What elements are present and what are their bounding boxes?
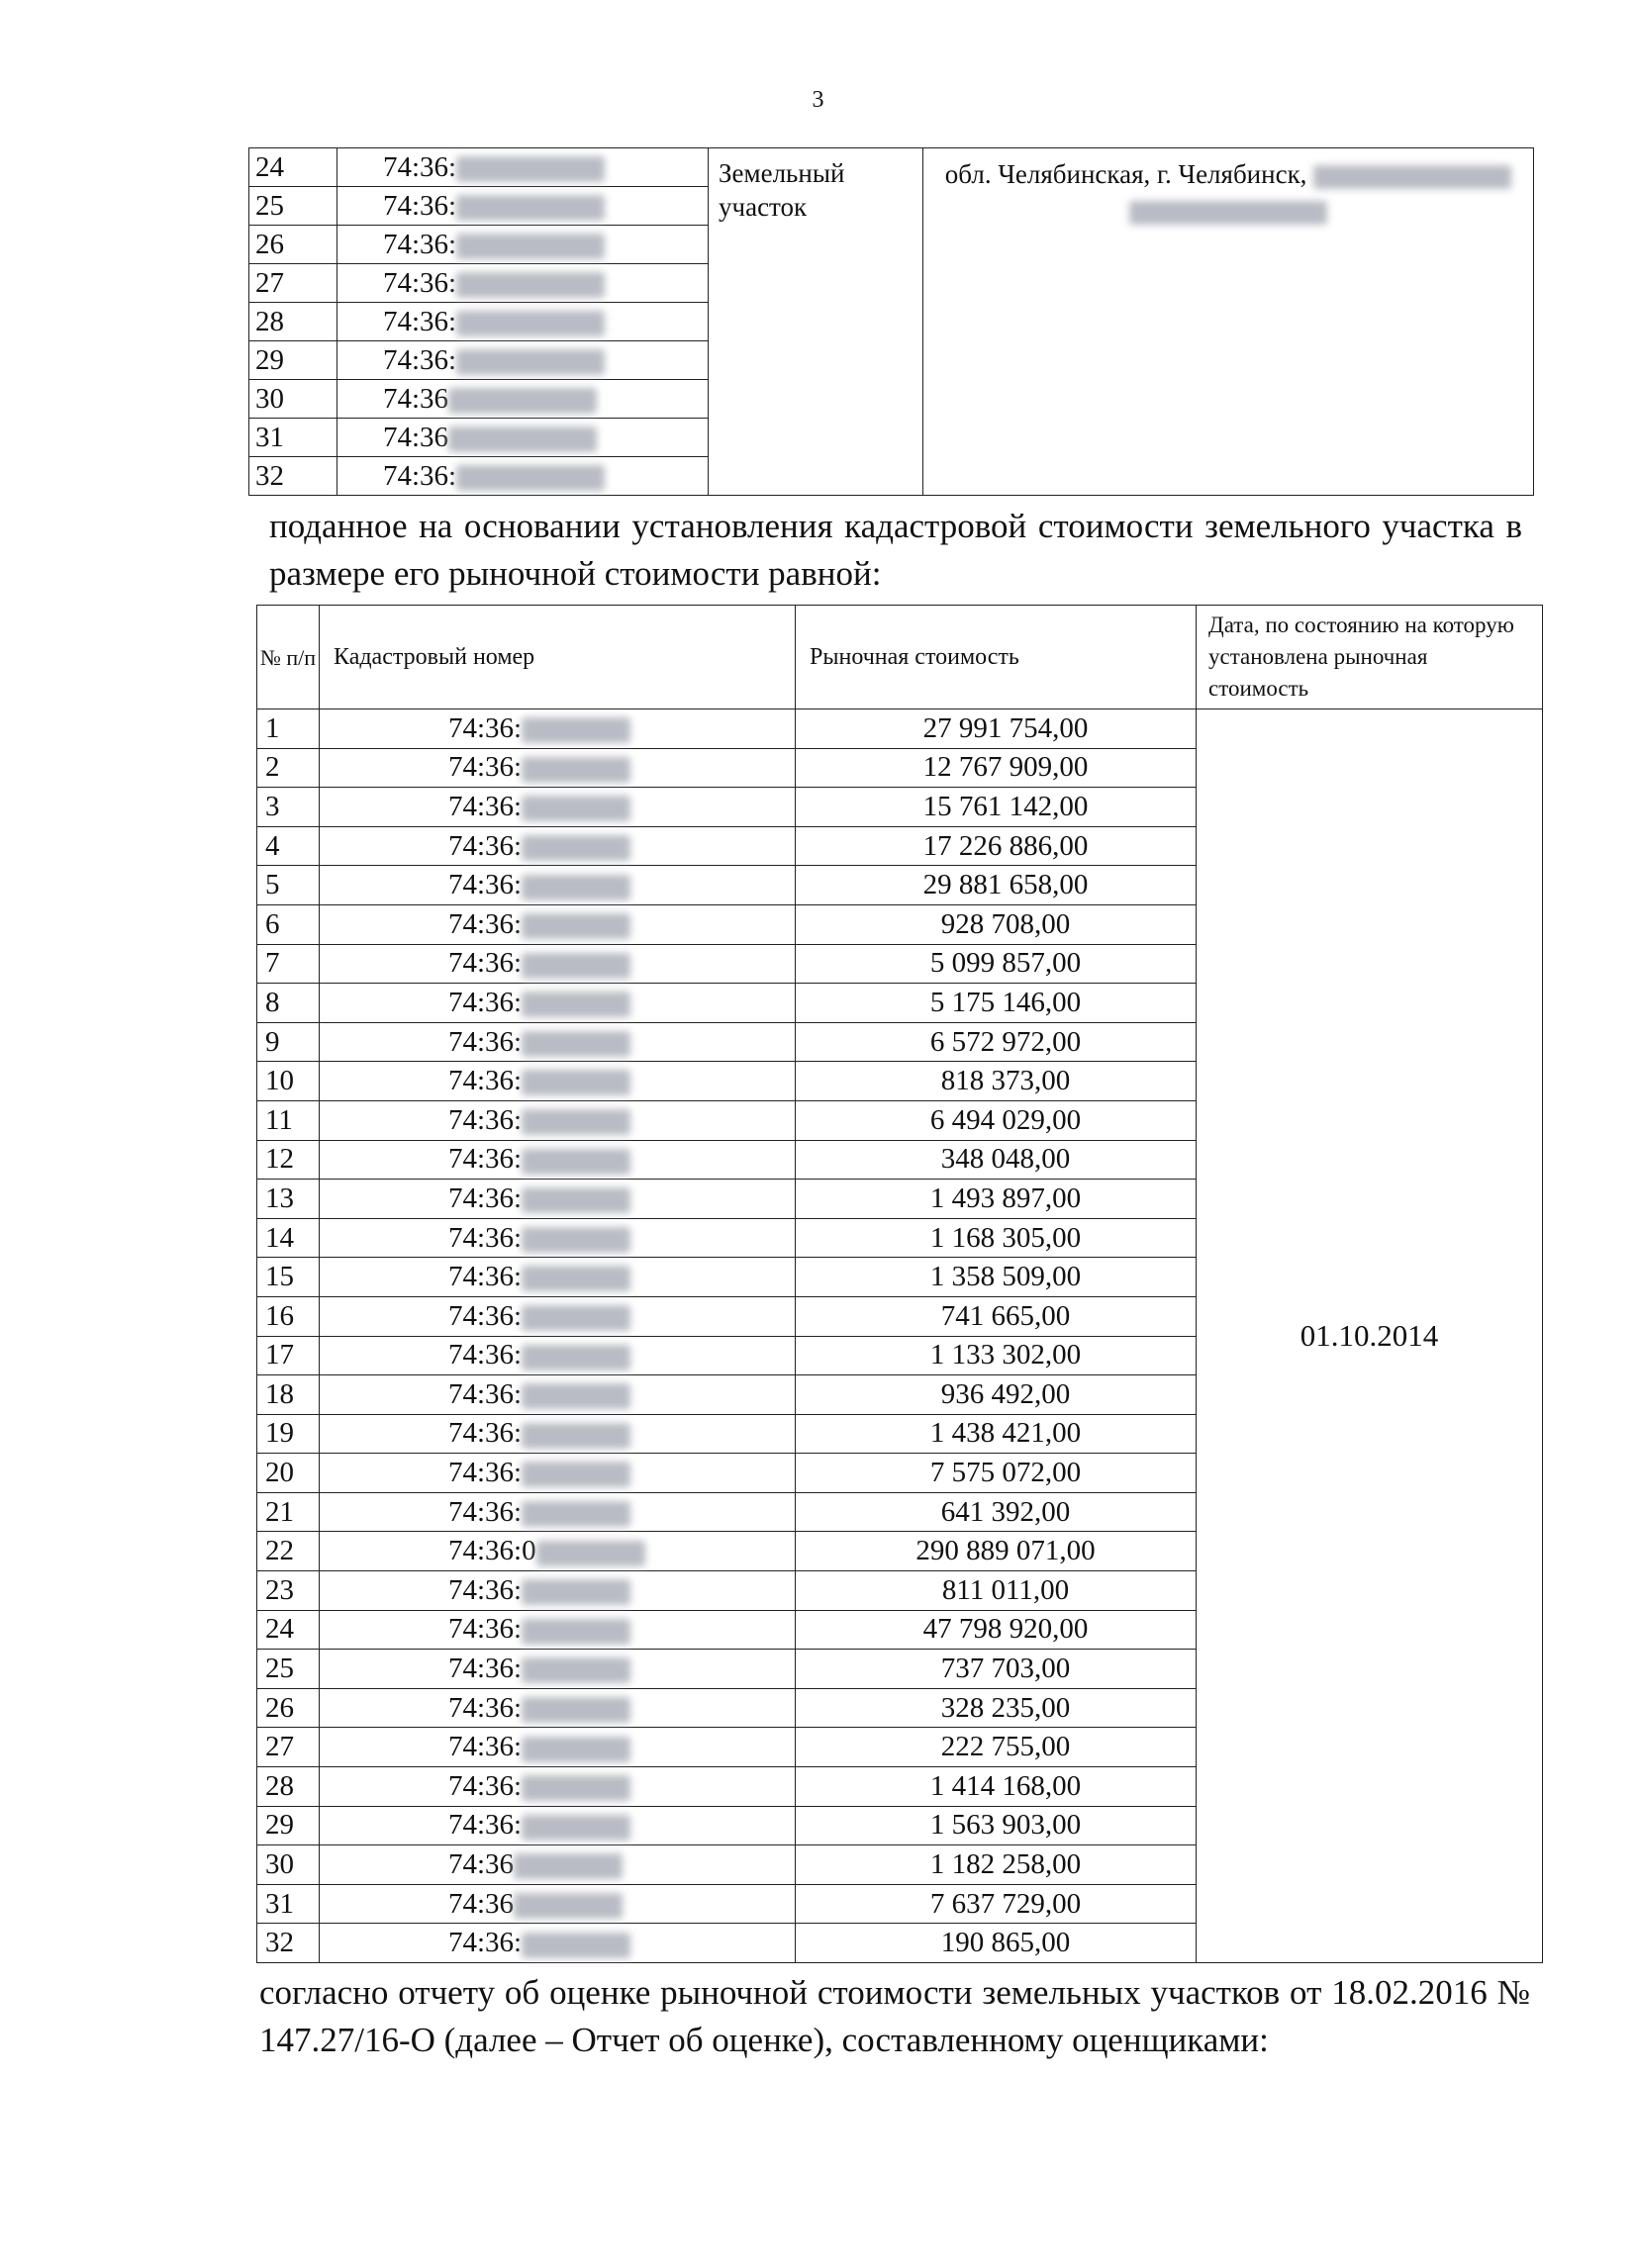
cadastral-prefix: 74:36: [448,1103,523,1136]
market-value: 5 175 146,00 [796,984,1197,1023]
table-row [249,148,1534,187]
cadastral-number [320,984,796,1023]
row-number: 11 [257,1100,320,1140]
market-value: 47 798 920,00 [796,1610,1197,1650]
cadastral-prefix: 74:36: [383,266,457,299]
redacted-text [456,311,605,336]
cadastral-number [320,1767,796,1807]
redacted-text [522,1345,630,1370]
redacted-text [522,913,630,939]
cadastral-prefix: 74:36: [448,1809,523,1842]
redacted-text [522,1383,630,1409]
cadastral-prefix: 74:36 [383,421,449,453]
row-number: 30 [257,1845,320,1885]
cadastral-prefix: 74:36: [448,1377,523,1410]
cadastral-number [337,380,709,419]
row-number: 22 [257,1532,320,1571]
market-value: 936 492,00 [796,1375,1197,1415]
cadastral-number [320,826,796,866]
cadastral-number [320,1375,796,1415]
header-cadastral-number: Кадастровый номер [320,606,796,709]
market-value: 29 881 658,00 [796,866,1197,905]
row-number: 3 [257,788,320,827]
cadastral-prefix: 74:36: [448,1221,523,1254]
market-value: 1 438 421,00 [796,1414,1197,1454]
redacted-text [522,1737,630,1762]
redacted-text [522,1775,630,1801]
cadastral-prefix: 74:36: [448,1025,523,1058]
market-value: 6 494 029,00 [796,1100,1197,1140]
redacted-text [522,875,630,900]
cadastral-prefix: 74:36: [448,829,523,862]
market-value: 1 133 302,00 [796,1336,1197,1375]
row-number: 4 [257,826,320,866]
report-paragraph: согласно отчету об оценке рыночной стоимости земельных участков от 18.02.2016 № 147.27/16-О (далее – Отчет об оценке), составленному оценщиками: [259,1973,1530,2059]
cadastral-number [320,1454,796,1493]
redacted-text [536,1541,645,1566]
row-number: 26 [257,1688,320,1728]
redacted-text [522,953,630,979]
market-value: 12 767 909,00 [796,748,1197,788]
cadastral-prefix: 74:36: [448,869,523,901]
cadastral-prefix: 74:36:0 [448,1535,536,1567]
cadastral-number [320,904,796,944]
row-number: 28 [257,1767,320,1807]
row-number: 6 [257,904,320,944]
cadastral-prefix: 74:36: [448,1143,523,1176]
row-number: 28 [249,303,337,341]
market-value: 1 168 305,00 [796,1218,1197,1258]
redacted-text [456,465,605,491]
header-valuation-date: Дата, по состоянию на которую установлена рыночная стоимость [1197,606,1543,709]
cadastral-prefix: 74:36: [448,1691,523,1724]
cadastral-prefix: 74:36: [448,1613,523,1646]
row-number: 32 [249,457,337,496]
row-number: 27 [257,1728,320,1767]
cadastral-number [337,419,709,457]
market-value: 7 637 729,00 [796,1884,1197,1924]
redacted-text [522,1579,630,1605]
cadastral-prefix: 74:36: [383,305,457,337]
market-value: 348 048,00 [796,1140,1197,1180]
market-value: 1 493 897,00 [796,1180,1197,1219]
row-number: 2 [257,748,320,788]
object-type: Земельный участок [709,148,923,496]
cadastral-number [337,148,709,187]
redacted-text [522,835,630,861]
cadastral-number [320,1140,796,1180]
cadastral-prefix: 74:36: [448,986,523,1018]
cadastral-number [320,1845,796,1885]
cadastral-number [337,264,709,303]
row-number: 31 [249,419,337,457]
cadastral-prefix: 74:36: [448,711,523,744]
redacted-text [448,426,597,452]
cadastral-prefix: 74:36: [448,751,523,784]
header-market-value: Рыночная стоимость [796,606,1197,709]
cadastral-prefix: 74:36: [448,1769,523,1802]
market-value: 17 226 886,00 [796,826,1197,866]
redacted-text [522,757,630,783]
cadastral-number [320,1806,796,1845]
cadastral-number [320,1336,796,1375]
cadastral-prefix: 74:36: [448,1653,523,1685]
market-value: 15 761 142,00 [796,788,1197,827]
row-number: 15 [257,1258,320,1297]
row-number: 16 [257,1296,320,1336]
cadastral-prefix: 74:36 [383,382,449,415]
cadastral-prefix: 74:36: [383,189,457,222]
cadastral-prefix: 74:36: [448,1181,523,1214]
cadastral-number [320,1688,796,1728]
cadastral-number [320,1532,796,1571]
redacted-text [522,1070,630,1095]
header-number: № п/п [257,606,320,709]
market-value: 290 889 071,00 [796,1532,1197,1571]
row-number: 8 [257,984,320,1023]
cadastral-prefix: 74:36: [448,1417,523,1450]
row-number: 18 [257,1375,320,1415]
row-number: 9 [257,1022,320,1062]
redacted-text [456,195,605,221]
cadastral-prefix: 74:36: [448,1457,523,1489]
row-number: 12 [257,1140,320,1180]
market-value: 7 575 072,00 [796,1454,1197,1493]
address-text: обл. Челябинская, г. Челябинск, [944,159,1307,189]
market-value: 818 373,00 [796,1062,1197,1101]
cadastral-prefix: 74:36: [448,907,523,940]
row-number: 27 [249,264,337,303]
redacted-text [522,1501,630,1527]
row-number: 21 [257,1492,320,1532]
redacted-text [522,1109,630,1135]
row-number: 29 [257,1806,320,1845]
market-value: 741 665,00 [796,1296,1197,1336]
cadastral-number [337,303,709,341]
row-number: 20 [257,1454,320,1493]
market-value: 737 703,00 [796,1650,1197,1689]
cadastral-number [320,1258,796,1297]
market-value: 928 708,00 [796,904,1197,944]
redacted-text [522,1187,630,1213]
page-number: 3 [812,87,824,113]
market-value: 1 358 509,00 [796,1258,1197,1297]
row-number: 23 [257,1571,320,1611]
cadastral-prefix: 74:36: [448,1927,523,1959]
cadastral-prefix: 74:36: [383,150,457,183]
cadastral-prefix: 74:36: [448,1573,523,1606]
redacted-text [514,1853,623,1879]
row-number: 13 [257,1180,320,1219]
cadastral-number [320,788,796,827]
cadastral-number [320,1218,796,1258]
cadastral-number [320,1650,796,1689]
cadastral-prefix: 74:36: [448,947,523,980]
cadastral-number [320,748,796,788]
redacted-text [522,1266,630,1291]
redacted-text [522,717,630,743]
cadastral-prefix: 74:36 [448,1887,515,1920]
row-number: 24 [249,148,337,187]
cadastral-number [320,709,796,749]
cadastral-number [320,866,796,905]
market-value: 1 414 168,00 [796,1767,1197,1807]
cadastral-number [320,1571,796,1611]
cadastral-number [337,457,709,496]
market-value: 811 011,00 [796,1571,1197,1611]
cadastral-number [320,1610,796,1650]
market-value: 1 563 903,00 [796,1806,1197,1845]
row-number: 31 [257,1884,320,1924]
redacted-text [1313,165,1511,189]
redacted-text [456,272,605,298]
row-number: 32 [257,1924,320,1963]
redacted-text [514,1893,623,1919]
table-row [257,709,1543,749]
table-header-row [257,606,1543,709]
intro-paragraph: поданное на основании установления кадастровой стоимости земельного участка в размере его рыночной стоимости равной: [269,507,1522,593]
cadastral-number [320,1884,796,1924]
cadastral-prefix: 74:36: [383,459,457,492]
market-value: 641 392,00 [796,1492,1197,1532]
row-number: 7 [257,944,320,984]
market-value-table [256,605,1543,1963]
redacted-text [522,796,630,821]
market-value: 5 099 857,00 [796,944,1197,984]
cadastral-number [320,1022,796,1062]
cadastral-prefix: 74:36: [448,1339,523,1371]
redacted-text [522,1305,630,1331]
redacted-text [456,349,605,375]
cadastral-number [337,187,709,226]
row-number: 24 [257,1610,320,1650]
market-value: 6 572 972,00 [796,1022,1197,1062]
market-value: 27 991 754,00 [796,709,1197,749]
redacted-text [522,1657,630,1683]
market-value: 1 182 258,00 [796,1845,1197,1885]
row-number: 5 [257,866,320,905]
cadastral-number [320,1180,796,1219]
redacted-text [1129,201,1327,225]
valuation-date: 01.10.2014 [1197,709,1543,1963]
market-value: 222 755,00 [796,1728,1197,1767]
redacted-text [522,1423,630,1449]
row-number: 26 [249,226,337,264]
cadastral-number [320,1414,796,1454]
redacted-text [522,1815,630,1841]
cadastral-number [337,341,709,380]
cadastral-prefix: 74:36: [383,228,457,260]
redacted-text [522,1697,630,1723]
cadastral-prefix: 74:36: [448,1731,523,1763]
row-number: 14 [257,1218,320,1258]
market-value: 190 865,00 [796,1924,1197,1963]
row-number: 25 [249,187,337,226]
cadastral-number [320,1728,796,1767]
cadastral-prefix: 74:36: [448,1495,523,1528]
redacted-text [522,1149,630,1175]
market-value: 328 235,00 [796,1688,1197,1728]
cadastral-prefix: 74:36: [448,1065,523,1097]
cadastral-number [320,1296,796,1336]
cadastral-prefix: 74:36 [448,1848,515,1881]
row-number: 29 [249,341,337,380]
address [923,148,1534,496]
cadastral-number [320,1100,796,1140]
cadastral-prefix: 74:36: [448,1299,523,1332]
redacted-text [522,1031,630,1057]
cadastral-prefix: 74:36: [448,1261,523,1293]
cadastral-prefix: 74:36: [448,790,523,822]
row-number: 30 [249,380,337,419]
cadastral-number [320,1492,796,1532]
row-number: 17 [257,1336,320,1375]
redacted-text [456,234,605,259]
redacted-text [448,388,597,414]
redacted-text [522,1462,630,1487]
redacted-text [522,1933,630,1958]
row-number: 19 [257,1414,320,1454]
row-number: 1 [257,709,320,749]
redacted-text [522,1227,630,1253]
redacted-text [522,1619,630,1645]
land-plots-table [248,147,1534,496]
redacted-text [522,992,630,1017]
cadastral-number [320,1924,796,1963]
row-number: 10 [257,1062,320,1101]
cadastral-number [337,226,709,264]
cadastral-prefix: 74:36: [383,343,457,376]
cadastral-number [320,944,796,984]
cadastral-number [320,1062,796,1101]
redacted-text [456,156,605,182]
row-number: 25 [257,1650,320,1689]
